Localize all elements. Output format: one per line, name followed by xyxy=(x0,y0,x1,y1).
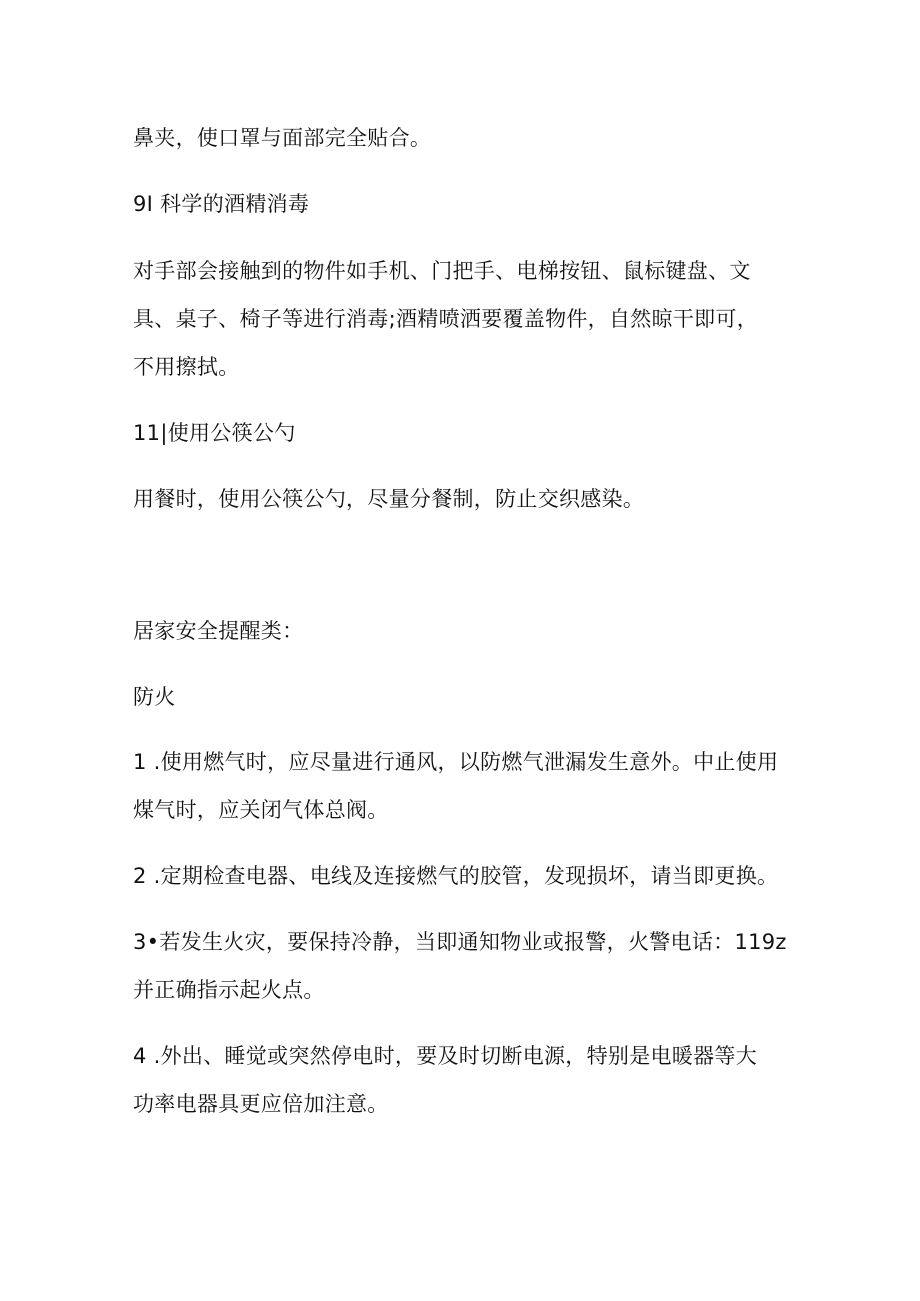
list-item-3-line-2: 并正确指示起火点。 xyxy=(133,978,325,1002)
subheading-fire-prevention: 防火 xyxy=(133,685,176,709)
section-heading-alcohol-disinfection: 9I 科学的酒精消毒 xyxy=(133,192,310,216)
section-heading-home-safety: 居家安全提醒类： xyxy=(133,619,304,643)
list-item-2: 2 .定期检查电器、电线及连接燃气的胶管，发现损坏，请当即更换。 xyxy=(133,864,779,888)
paragraph-disinfection-line-1: 对手部会接触到的物件如手机、门把手、电梯按钮、鼠标键盘、文 xyxy=(133,259,751,283)
list-item-3-line-1: 3•若发生火灾，要保持冷静，当即通知物业或报警，火警电话：119z xyxy=(133,930,787,954)
paragraph-mask-fit-end: 鼻夹，使口罩与面部完全贴合。 xyxy=(133,126,432,150)
list-item-4-line-2: 功率电器具更应倍加注意。 xyxy=(133,1092,389,1116)
paragraph-disinfection-line-2: 具、桌子、椅子等进行消毒;酒精喷洒要覆盖物件，自然晾干即可， xyxy=(133,307,759,331)
list-item-1-line-2: 煤气时，应关闭气体总阀。 xyxy=(133,798,389,822)
section-heading-serving-chopsticks: 11|使用公筷公勺 xyxy=(133,421,296,445)
list-item-1-line-1: 1 .使用燃气时，应尽量进行通风，以防燃气泄漏发生意外。中止使用 xyxy=(133,750,779,774)
paragraph-dining: 用餐时，使用公筷公勺，尽量分餐制，防止交织感染。 xyxy=(133,487,645,511)
paragraph-disinfection-line-3: 不用擦拭。 xyxy=(133,355,240,379)
list-item-4-line-1: 4 .外出、睡觉或突然停电时，要及时切断电源，特别是电暖器等大 xyxy=(133,1044,758,1068)
